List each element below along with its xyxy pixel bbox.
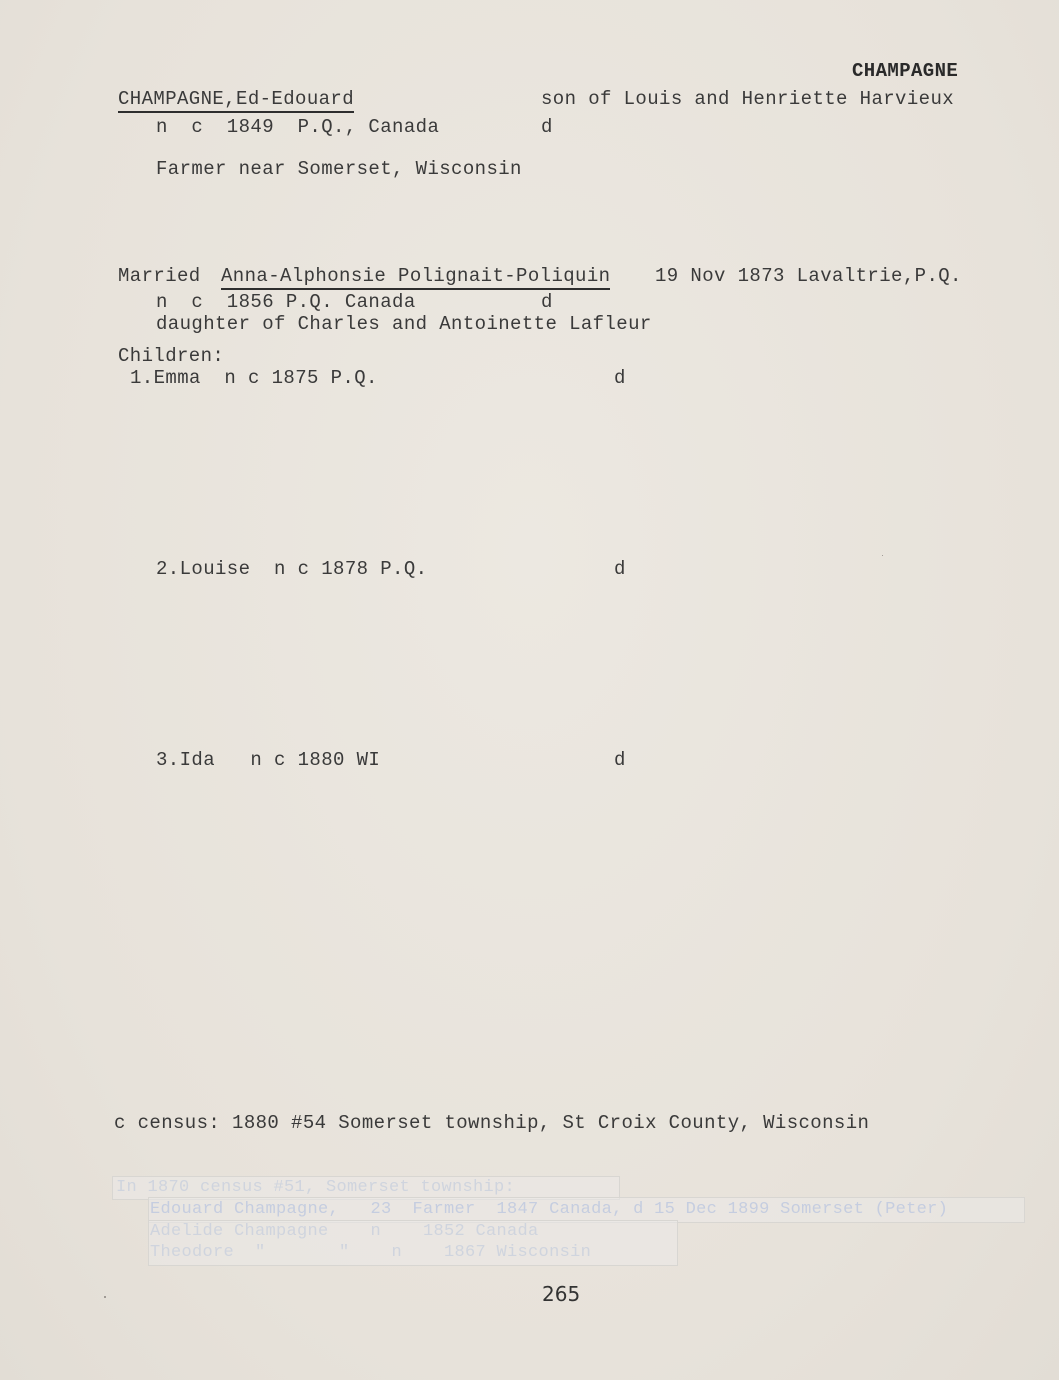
child-entry: 2.Louise n c 1878 P.Q. (156, 558, 428, 580)
child-entry: 1.Emma n c 1875 P.Q. (130, 367, 378, 389)
page-number: 265 (542, 1282, 581, 1306)
faded-note-line: In 1870 census #51, Somerset township: (116, 1178, 516, 1197)
child-death: d (614, 749, 626, 771)
faded-note-line: Edouard Champagne, 23 Farmer 1847 Canada, d 15 Dec 1899 Somerset (Peter) (150, 1200, 949, 1219)
subject-occupation: Farmer near Somerset, Wisconsin (156, 158, 522, 180)
subject-name: CHAMPAGNE,Ed-Edouard (118, 88, 354, 113)
paper-speck (104, 1296, 106, 1298)
children-heading: Children: (118, 345, 225, 367)
subject-parents: son of Louis and Henriette Harvieux (541, 88, 955, 110)
faded-note-line: Adelide Champagne n 1852 Canada (150, 1222, 539, 1241)
child-death: d (614, 367, 626, 389)
spouse-birth: n c 1856 P.Q. Canada (156, 291, 416, 313)
subject-birth: n c 1849 P.Q., Canada (156, 116, 440, 138)
faded-note-line: Theodore " " n 1867 Wisconsin (150, 1243, 592, 1262)
subject-death: d (541, 116, 553, 138)
paper-speck (882, 555, 883, 556)
census-note: c census: 1880 #54 Somerset township, St Croix County, Wisconsin (114, 1112, 870, 1134)
marriage-date-place: 19 Nov 1873 Lavaltrie,P.Q. (655, 265, 962, 287)
spouse-parents: daughter of Charles and Antoinette Lafleur (156, 313, 652, 335)
child-entry: 3.Ida n c 1880 WI (156, 749, 381, 771)
spouse-death: d (541, 291, 553, 313)
surname-header: CHAMPAGNE (852, 60, 959, 82)
child-death: d (614, 558, 626, 580)
marriage-prefix: Married (118, 265, 201, 287)
spouse-name: Anna-Alphonsie Polignait-Poliquin (221, 265, 610, 290)
